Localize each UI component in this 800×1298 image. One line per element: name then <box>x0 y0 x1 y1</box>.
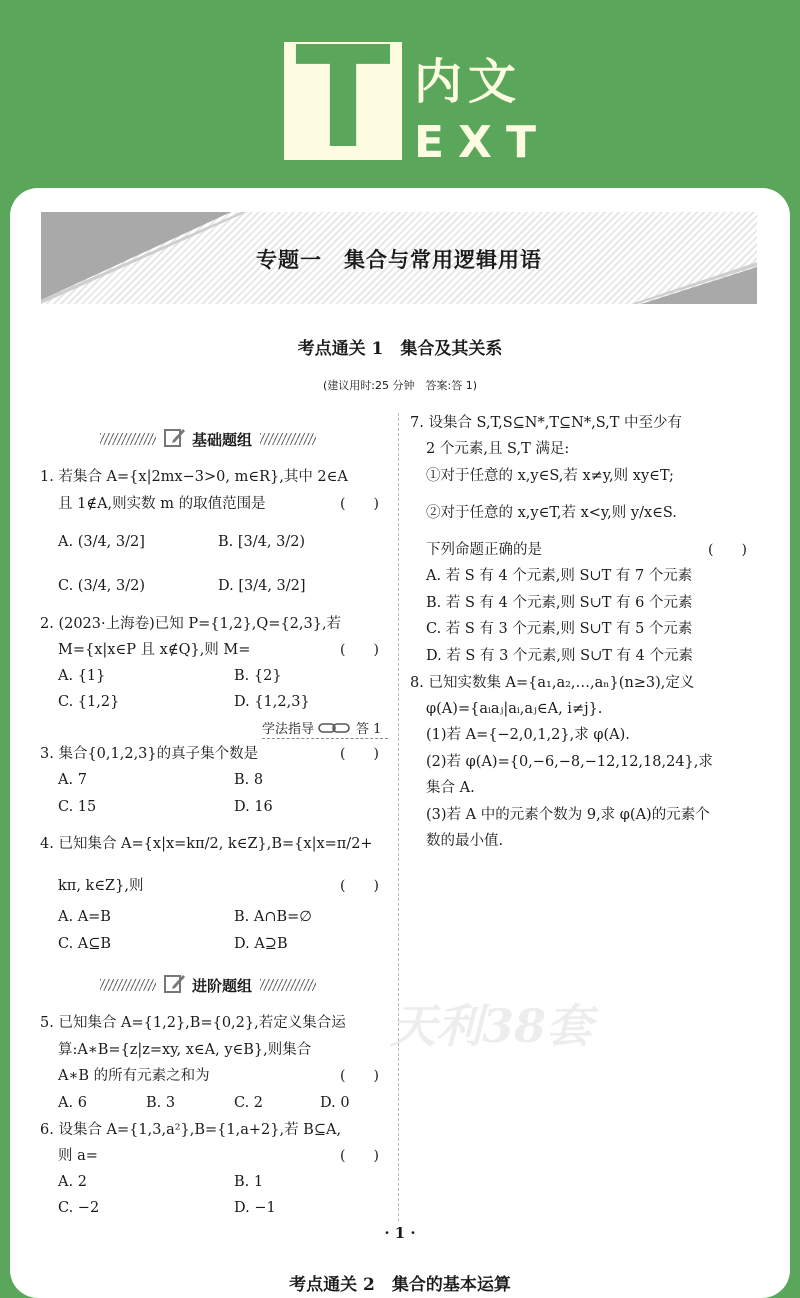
q7-line4: ②对于任意的 x,y∈T,若 x<y,则 y/x∈S. <box>426 505 677 521</box>
tip-underline <box>262 738 388 739</box>
q2-option-d: D. {1,2,3} <box>234 694 310 710</box>
next-section-title: 考点通关 2 集合的基本运算 <box>289 1275 511 1295</box>
q7-option-d: D. 若 S 有 3 个元素,则 S∪T 有 4 个元素 <box>426 648 693 664</box>
q6-option-c: C. −2 <box>58 1200 100 1216</box>
study-tip-ref: 答 1 <box>356 722 382 737</box>
q2-option-a: A. {1} <box>58 668 106 684</box>
q4-line2: kπ, k∈Z},则 <box>58 878 144 894</box>
q7-line5: 下列命题正确的是 <box>426 542 542 558</box>
page-number: · 1 · <box>384 1224 416 1242</box>
q6-option-b: B. 1 <box>234 1174 264 1190</box>
q5-option-d: D. 0 <box>320 1095 350 1111</box>
q1-option-c: C. (3/4, 3/2) <box>58 578 145 594</box>
link-icon <box>318 722 352 734</box>
watermark: 天利38套 <box>390 999 593 1053</box>
hatch-decoration <box>100 433 156 445</box>
q1-line2: 且 1∉A,则实数 m 的取值范围是 <box>58 496 266 512</box>
advanced-group-heading <box>100 972 316 998</box>
q7-option-b: B. 若 S 有 4 个元素,则 S∪T 有 6 个元素 <box>426 595 693 611</box>
q8-line7: 数的最小值. <box>426 833 504 849</box>
q2-option-b: B. {2} <box>234 668 282 684</box>
study-tip[interactable] <box>262 718 381 737</box>
q6-option-d: D. −1 <box>234 1200 276 1216</box>
q5-line3: A∗B 的所有元素之和为 <box>58 1068 210 1084</box>
study-tip-label: 学法指导 <box>262 722 315 737</box>
q3-option-d: D. 16 <box>234 799 273 815</box>
answer-bracket: ( ) <box>340 1068 379 1084</box>
q7-option-c: C. 若 S 有 3 个元素,则 S∪T 有 5 个元素 <box>426 621 693 637</box>
basic-group-heading <box>100 426 316 452</box>
q1-option-b: B. [3/4, 3/2) <box>218 534 306 550</box>
q3-line1: 3. 集合{0,1,2,3}的真子集个数是 <box>40 746 259 762</box>
chapter-title: 专题一 集合与常用逻辑用语 <box>256 247 542 272</box>
q5-option-c: C. 2 <box>234 1095 264 1111</box>
header-cn-text: 内文 <box>414 54 523 110</box>
edit-icon <box>164 426 186 452</box>
basic-group-label: 基础题组 <box>192 430 253 449</box>
edit-icon <box>164 972 186 998</box>
section-subtitle: (建议用时:25 分钟 答案:答 1) <box>323 379 477 392</box>
advanced-group-label: 进阶题组 <box>192 976 253 995</box>
q6-line2: 则 a= <box>58 1148 98 1164</box>
q5-line1: 5. 已知集合 A={1,2},B={0,2},若定义集合运 <box>40 1015 346 1031</box>
q8-line4: (2)若 φ(A)={0,−6,−8,−12,12,18,24},求 <box>426 754 713 770</box>
answer-bracket: ( ) <box>708 542 747 558</box>
q3-option-c: C. 15 <box>58 799 97 815</box>
q7-option-a: A. 若 S 有 4 个元素,则 S∪T 有 7 个元素 <box>426 568 693 584</box>
q4-option-b: B. A∩B=∅ <box>234 909 312 925</box>
q3-option-a: A. 7 <box>58 772 87 788</box>
q8-line5: 集合 A. <box>426 780 475 796</box>
q5-option-a: A. 6 <box>58 1095 87 1111</box>
header-en-text: EXT <box>414 117 550 168</box>
q2-line2: M={x|x∈P 且 x∉Q},则 M= <box>58 642 251 658</box>
header-logo-box <box>284 17 402 180</box>
answer-bracket: ( ) <box>340 1148 379 1164</box>
q5-option-b: B. 3 <box>146 1095 176 1111</box>
q4-line1: 4. 已知集合 A={x|x=kπ/2, k∈Z},B={x|x=π/2+ <box>40 836 373 852</box>
answer-bracket: ( ) <box>340 746 379 762</box>
q1-line1: 1. 若集合 A={x|2mx−3>0, m∈R},其中 2∈A <box>40 469 348 485</box>
answer-bracket: ( ) <box>340 878 379 894</box>
q4-option-a: A. A=B <box>58 909 111 925</box>
q7-line2: 2 个元素,且 S,T 满足: <box>426 441 570 457</box>
q8-line6: (3)若 A 中的元素个数为 9,求 φ(A)的元素个 <box>426 807 710 823</box>
hatch-decoration <box>260 979 316 991</box>
q8-line3: (1)若 A={−2,0,1,2},求 φ(A). <box>426 727 630 743</box>
q7-line1: 7. 设集合 S,T,S⊆N*,T⊆N*,S,T 中至少有 <box>410 415 683 431</box>
column-divider <box>398 413 399 1221</box>
q1-option-a: A. (3/4, 3/2] <box>58 534 145 550</box>
q5-line2: 算:A∗B={z|z=xy, x∈A, y∈B},则集合 <box>58 1042 312 1058</box>
answer-bracket: ( ) <box>340 642 379 658</box>
q6-line1: 6. 设集合 A={1,3,a²},B={1,a+2},若 B⊆A, <box>40 1122 342 1138</box>
q3-option-b: B. 8 <box>234 772 264 788</box>
section-title: 考点通关 1 集合及其关系 <box>297 339 503 359</box>
chapter-banner <box>41 212 757 304</box>
q8-line1: 8. 已知实数集 A={a₁,a₂,…,aₙ}(n≥3),定义 <box>410 675 695 691</box>
q2-option-c: C. {1,2} <box>58 694 120 710</box>
hatch-decoration <box>260 433 316 445</box>
q4-option-d: D. A⊇B <box>234 936 288 952</box>
q4-option-c: C. A⊆B <box>58 936 112 952</box>
q6-option-a: A. 2 <box>58 1174 87 1190</box>
q8-line2: φ(A)={aᵢaⱼ|aᵢ,aⱼ∈A, i≠j}. <box>426 701 603 717</box>
header-letter: T <box>295 17 391 180</box>
q2-line1: 2. (2023·上海卷)已知 P={1,2},Q={2,3},若 <box>40 616 342 632</box>
q1-option-d: D. [3/4, 3/2] <box>218 578 306 594</box>
answer-bracket: ( ) <box>340 496 379 512</box>
hatch-decoration <box>100 979 156 991</box>
q7-line3: ①对于任意的 x,y∈S,若 x≠y,则 xy∈T; <box>426 468 674 484</box>
